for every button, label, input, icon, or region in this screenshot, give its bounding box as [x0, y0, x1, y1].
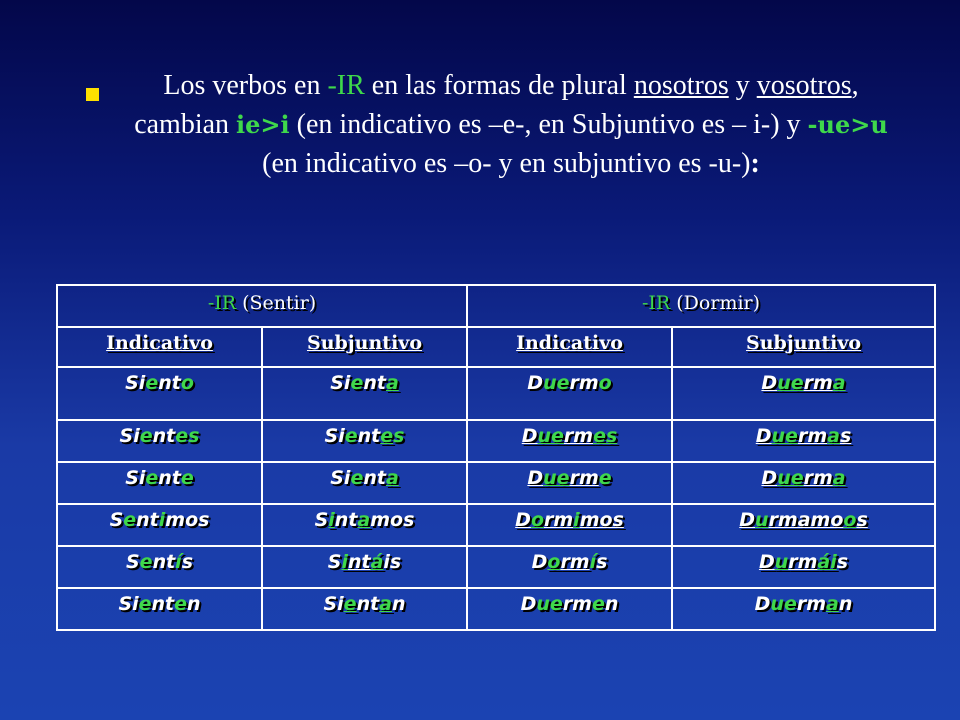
word-segment: nt [152, 425, 176, 447]
bullet-text [76, 66, 906, 183]
word-segment: nt [152, 551, 176, 573]
word-segment: í [589, 551, 597, 573]
word-segment: nt [357, 425, 381, 447]
word-segment: o [547, 551, 561, 573]
table-cell [672, 420, 935, 462]
word-segment: nt [363, 467, 386, 489]
word-segment: e [139, 551, 153, 573]
word-segment: rm [560, 551, 590, 573]
text-fragment: , cambian [134, 70, 859, 140]
word-segment: ue [771, 425, 798, 447]
word-segment: u [755, 509, 769, 531]
word-segment: Si [119, 425, 140, 447]
table-cell [262, 588, 467, 630]
word-segment: e [180, 467, 194, 489]
column-header: Subjuntivo [672, 327, 935, 367]
word-segment: rm [569, 372, 599, 394]
word-segment: s [839, 425, 852, 447]
group-header-sentir [57, 285, 467, 327]
word-segment: D [531, 551, 548, 573]
column-header: Indicativo [57, 327, 262, 367]
word-segment: ue [777, 467, 804, 489]
word-segment: Si [323, 593, 344, 615]
word-segment: D [755, 425, 772, 447]
conjugation-table [56, 284, 936, 631]
word-segment: Si [324, 425, 345, 447]
word-segment: o [180, 372, 194, 394]
word-segment: rm [563, 425, 594, 447]
vosotros-word: vosotros [756, 70, 852, 101]
word-segment: e [350, 372, 364, 394]
table-cell [672, 546, 935, 588]
table-cell [467, 504, 672, 546]
word-segment: s [856, 509, 868, 531]
word-segment: a [357, 509, 371, 531]
word-segment: a [385, 372, 399, 394]
word-segment: s [181, 551, 193, 573]
column-header: Subjuntivo [262, 327, 467, 367]
text-fragment: en las formas de plural [364, 70, 634, 101]
word-segment: a [379, 593, 392, 615]
word-segment: nt [151, 593, 175, 615]
table-cell [467, 367, 672, 420]
nosotros-word: nosotros [633, 70, 729, 101]
word-segment: i [328, 509, 335, 531]
group-prefix: -IR [642, 292, 671, 314]
group-prefix: -IR [207, 292, 237, 314]
word-segment: o [843, 509, 857, 531]
word-segment: nt [347, 551, 371, 573]
table-row [57, 367, 935, 420]
table-row [57, 462, 935, 504]
word-segment: Si [330, 467, 351, 489]
group-verb: (Dormir) [670, 292, 761, 314]
word-segment: D [758, 551, 775, 573]
table-cell [672, 504, 935, 546]
table-cell [262, 420, 467, 462]
word-segment: rm [788, 551, 818, 573]
table-cell [57, 504, 262, 546]
table-cell [467, 462, 672, 504]
word-segment: e [139, 425, 153, 447]
word-segment: ue [543, 372, 570, 394]
table-cell [672, 367, 935, 420]
word-segment: á [370, 551, 384, 573]
word-segment: a [827, 425, 840, 447]
word-segment: S [327, 551, 342, 573]
square-bullet-icon [86, 88, 99, 101]
word-segment: D [515, 509, 531, 531]
table-row [57, 588, 935, 630]
word-segment: e [138, 593, 152, 615]
text-fragment: y [728, 70, 757, 101]
word-segment: is [383, 551, 402, 573]
table-cell [57, 420, 262, 462]
table-cell [57, 367, 262, 420]
text-fragment: (en indicativo es –e-, en Subjuntivo es – i-) y [289, 109, 808, 140]
word-segment: Si [330, 372, 351, 394]
column-header: Indicativo [467, 327, 672, 367]
word-segment: e [344, 425, 358, 447]
column-header-row [57, 327, 935, 367]
word-segment: e [174, 593, 188, 615]
table-row [57, 546, 935, 588]
table-row [57, 420, 935, 462]
table-cell [262, 367, 467, 420]
word-segment: mos [579, 509, 624, 531]
word-segment: rm [796, 593, 827, 615]
ir-label: -IR [327, 70, 365, 101]
table-cell [467, 546, 672, 588]
word-segment: nt [158, 372, 181, 394]
word-segment: ue [770, 593, 797, 615]
group-header-row [57, 285, 935, 327]
word-segment: es [593, 425, 618, 447]
group-verb: (Sentir) [236, 292, 317, 314]
table-cell [262, 504, 467, 546]
table-cell [467, 420, 672, 462]
word-segment: rm [562, 593, 592, 615]
word-segment: o [598, 372, 612, 394]
word-segment: nt [363, 372, 386, 394]
word-segment: Si [125, 372, 146, 394]
word-segment: a [832, 372, 846, 394]
word-segment: S [125, 551, 140, 573]
bullet-point [76, 66, 906, 183]
word-segment: D [739, 509, 756, 531]
word-segment: ue [536, 593, 563, 615]
word-segment: i [573, 509, 580, 531]
word-segment: mos [370, 509, 415, 531]
colon: : [750, 148, 760, 179]
word-segment: n [838, 593, 853, 615]
word-segment: D [761, 372, 778, 394]
word-segment: S [314, 509, 329, 531]
word-segment: nt [334, 509, 358, 531]
word-segment: rm [803, 467, 833, 489]
word-segment: n [392, 593, 406, 615]
word-segment: nt [136, 509, 159, 531]
word-segment: Si [125, 467, 146, 489]
word-segment: e [598, 467, 612, 489]
word-segment: D [754, 593, 771, 615]
table-cell [262, 546, 467, 588]
word-segment: D [527, 372, 544, 394]
ie-i-change: ie>i [236, 110, 290, 139]
word-segment: ái [817, 551, 837, 573]
table-cell [57, 588, 262, 630]
word-segment: e [380, 425, 394, 447]
ue-u-change: -ue>u [807, 110, 888, 139]
word-segment: D [527, 467, 544, 489]
word-segment: rm [803, 372, 833, 394]
text-fragment: Los verbos en [163, 70, 328, 101]
word-segment: nt [356, 593, 380, 615]
word-segment: u [774, 551, 789, 573]
word-segment: nt [158, 467, 181, 489]
word-segment: s [596, 551, 608, 573]
word-segment: ue [537, 425, 564, 447]
word-segment: Si [118, 593, 139, 615]
word-segment: ue [777, 372, 804, 394]
word-segment: a [832, 467, 846, 489]
table-row [57, 504, 935, 546]
word-segment: n [187, 593, 201, 615]
group-header-dormir [467, 285, 935, 327]
table-cell [672, 588, 935, 630]
word-segment: s [836, 551, 849, 573]
text-fragment: (en indicativo es –o- y en subjuntivo es -u-) [262, 148, 751, 179]
word-segment: a [385, 467, 399, 489]
word-segment: ue [543, 467, 570, 489]
word-segment: e [145, 467, 159, 489]
word-segment: rm [797, 425, 828, 447]
word-segment: rm [569, 467, 599, 489]
word-segment: rm [544, 509, 574, 531]
word-segment: D [521, 425, 538, 447]
word-segment: D [761, 467, 778, 489]
word-segment: o [530, 509, 544, 531]
word-segment: e [145, 372, 159, 394]
word-segment: e [343, 593, 357, 615]
word-segment: D [520, 593, 537, 615]
table-cell [57, 462, 262, 504]
word-segment: es [175, 425, 200, 447]
table-cell [672, 462, 935, 504]
word-segment: rmamo [768, 509, 844, 531]
word-segment: e [591, 593, 605, 615]
word-segment: mos [165, 509, 210, 531]
word-segment: e [123, 509, 137, 531]
word-segment: i [341, 551, 348, 573]
word-segment: s [393, 425, 405, 447]
table-cell [467, 588, 672, 630]
word-segment: S [109, 509, 124, 531]
word-segment: i [158, 509, 166, 531]
word-segment: n [604, 593, 619, 615]
table-cell [262, 462, 467, 504]
word-segment: a [826, 593, 839, 615]
word-segment: e [350, 467, 364, 489]
table-cell [57, 546, 262, 588]
word-segment: í [175, 551, 182, 573]
